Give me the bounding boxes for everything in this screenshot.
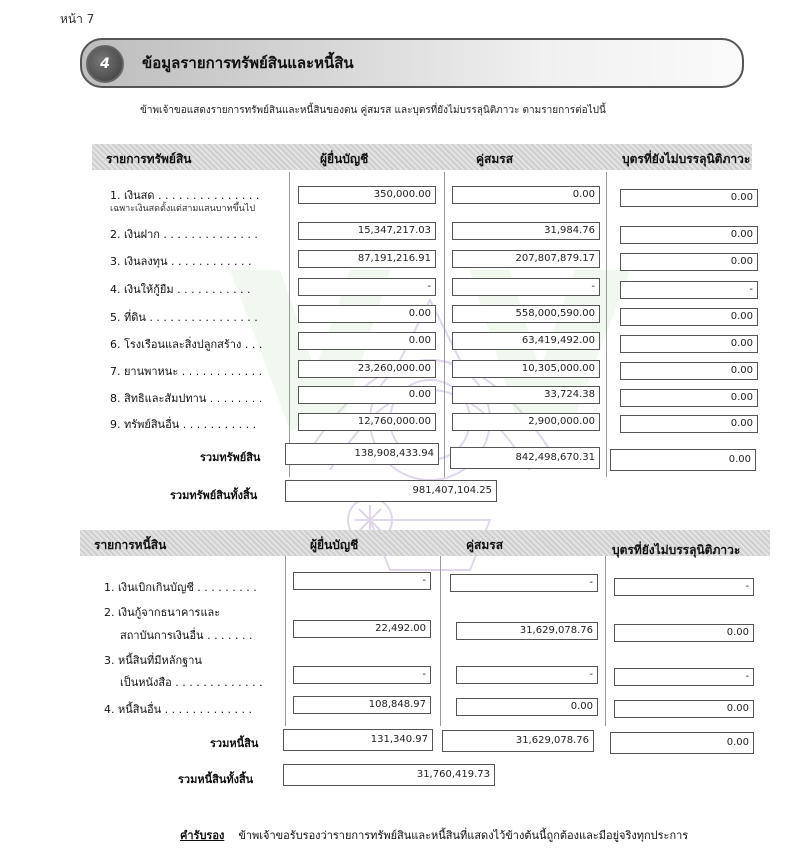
liability-spouse-value: 31,629,078.76 <box>456 622 598 640</box>
asset-spouse-value: 63,419,492.00 <box>452 332 600 350</box>
assets-total-child: 0.00 <box>610 449 756 471</box>
assets-total-filer: 138,908,433.94 <box>285 443 439 465</box>
liability-child-value: - <box>614 668 754 686</box>
assets-header-spouse: คู่สมรส <box>476 152 514 166</box>
liability-row-label: 1. เงินเบิกเกินบัญชี . . . . . . . . . <box>104 581 257 594</box>
liabilities-header-category: รายการหนี้สิน <box>94 538 167 552</box>
liability-row-label-line2: สถาบันการเงินอื่น . . . . . . . <box>120 629 253 642</box>
liability-child-value: - <box>614 578 754 596</box>
column-divider <box>289 172 290 477</box>
section-intro: ข้าพเจ้าขอแสดงรายการทรัพย์สินและหนี้สินของตน คู่สมรส และบุตรที่ยังไม่บรรลุนิติภาวะ ตามรายการต่อไปนี้ <box>140 105 606 116</box>
asset-filer-value: 0.00 <box>298 332 436 350</box>
section-title: ข้อมูลรายการทรัพย์สินและหนี้สิน <box>142 54 354 72</box>
asset-child-value: 0.00 <box>620 253 758 271</box>
asset-filer-value: 0.00 <box>298 386 436 404</box>
liabilities-grand-total-label: รวมหนี้สินทั้งสิ้น <box>178 773 254 786</box>
assets-total-label: รวมทรัพย์สิน <box>200 451 261 464</box>
liabilities-grand-total: 31,760,419.73 <box>283 764 495 786</box>
asset-child-value: 0.00 <box>620 335 758 353</box>
liabilities-total-label: รวมหนี้สิน <box>210 737 259 750</box>
liability-spouse-value: - <box>456 666 598 684</box>
column-divider <box>440 556 441 726</box>
liabilities-total-spouse: 31,629,078.76 <box>442 730 594 752</box>
liabilities-header-spouse: คู่สมรส <box>466 538 504 552</box>
column-divider <box>605 556 606 726</box>
column-divider <box>606 172 607 477</box>
asset-row-note: เฉพาะเงินสดตั้งแต่สามแสนบาทขึ้นไป <box>110 204 256 214</box>
asset-child-value: 0.00 <box>620 362 758 380</box>
asset-row-label: 4. เงินให้กู้ยืม . . . . . . . . . . . <box>110 283 251 296</box>
liability-child-value: 0.00 <box>614 700 754 718</box>
asset-row-label: 7. ยานพาหนะ . . . . . . . . . . . . <box>110 365 263 378</box>
asset-row-label: 9. ทรัพย์สินอื่น . . . . . . . . . . . <box>110 418 257 431</box>
liabilities-total-filer: 131,340.97 <box>283 729 433 751</box>
liability-row-label: 2. เงินกู้จากธนาคารและ <box>104 606 221 619</box>
asset-spouse-value: 558,000,590.00 <box>452 305 600 323</box>
assets-header-child: บุตรที่ยังไม่บรรลุนิติภาวะ <box>622 152 751 166</box>
asset-spouse-value: 33,724.38 <box>452 386 600 404</box>
asset-child-value: 0.00 <box>620 308 758 326</box>
assets-header-category: รายการทรัพย์สิน <box>106 152 192 166</box>
certification <box>180 826 688 844</box>
assets-grand-total: 981,407,104.25 <box>285 480 497 502</box>
asset-filer-value: 23,260,000.00 <box>298 360 436 378</box>
column-divider <box>285 556 286 726</box>
asset-spouse-value: 31,984.76 <box>452 222 600 240</box>
page-number: หน้า 7 <box>60 12 95 26</box>
asset-row-label: 5. ที่ดิน . . . . . . . . . . . . . . . . <box>110 311 258 324</box>
asset-spouse-value: 0.00 <box>452 186 600 204</box>
asset-row-label: 1. เงินสด . . . . . . . . . . . . . . . <box>110 189 260 202</box>
liability-filer-value: - <box>293 572 431 590</box>
asset-filer-value: 87,191,216.91 <box>298 250 436 268</box>
liability-row-label-line2: เป็นหนังสือ . . . . . . . . . . . . . <box>120 676 263 689</box>
asset-child-value: 0.00 <box>620 189 758 207</box>
asset-child-value: 0.00 <box>620 389 758 407</box>
asset-row-label: 2. เงินฝาก . . . . . . . . . . . . . . <box>110 228 258 241</box>
asset-spouse-value: 207,807,879.17 <box>452 250 600 268</box>
liability-filer-value: - <box>293 666 431 684</box>
asset-filer-value: 0.00 <box>298 305 436 323</box>
asset-spouse-value: 10,305,000.00 <box>452 360 600 378</box>
asset-row-label: 3. เงินลงทุน . . . . . . . . . . . . <box>110 255 252 268</box>
asset-filer-value: 350,000.00 <box>298 186 436 204</box>
asset-spouse-value: - <box>452 278 600 296</box>
liabilities-total-child: 0.00 <box>610 732 754 754</box>
liabilities-header-child: บุตรที่ยังไม่บรรลุนิติภาวะ <box>612 543 741 557</box>
asset-child-value: 0.00 <box>620 226 758 244</box>
asset-filer-value: 12,760,000.00 <box>298 413 436 431</box>
asset-row-label: 8. สิทธิและสัมปทาน . . . . . . . . <box>110 392 263 405</box>
assets-grand-total-label: รวมทรัพย์สินทั้งสิ้น <box>170 489 258 502</box>
asset-spouse-value: 2,900,000.00 <box>452 413 600 431</box>
certification-text: ข้าพเจ้าขอรับรองว่ารายการทรัพย์สินและหนี้สินที่แสดงไว้ข้างต้นนี้ถูกต้องและมีอยู่จริงทุกประการ <box>238 829 689 842</box>
liabilities-header-filer: ผู้ยื่นบัญชี <box>310 538 359 552</box>
assets-total-spouse: 842,498,670.31 <box>450 447 600 469</box>
asset-filer-value: 15,347,217.03 <box>298 222 436 240</box>
liability-spouse-value: - <box>450 574 598 592</box>
asset-filer-value: - <box>298 278 436 296</box>
certification-heading: คำรับรอง <box>180 829 225 842</box>
column-divider <box>444 172 445 477</box>
asset-child-value: - <box>620 281 758 299</box>
liability-filer-value: 108,848.97 <box>293 696 431 714</box>
liability-child-value: 0.00 <box>614 624 754 642</box>
section-number: 4 <box>100 56 110 72</box>
asset-child-value: 0.00 <box>620 415 758 433</box>
liability-filer-value: 22,492.00 <box>293 620 431 638</box>
liability-row-label: 3. หนี้สินที่มีหลักฐาน <box>104 654 202 667</box>
liability-row-label: 4. หนี้สินอื่น . . . . . . . . . . . . . <box>104 703 253 716</box>
assets-header-filer: ผู้ยื่นบัญชี <box>320 152 369 166</box>
asset-row-label: 6. โรงเรือนและสิ่งปลูกสร้าง . . . <box>110 338 263 351</box>
liability-spouse-value: 0.00 <box>456 698 598 716</box>
